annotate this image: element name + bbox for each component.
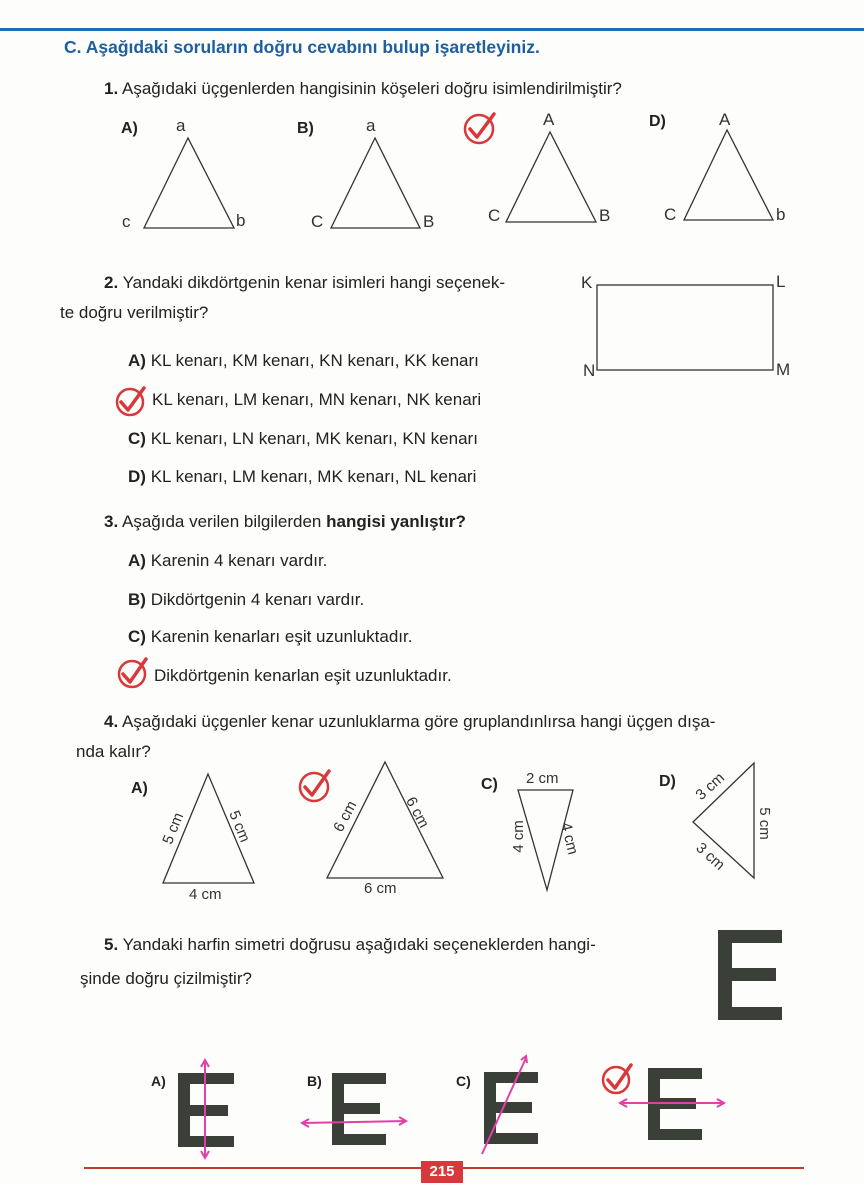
q2-corner-n: N	[583, 361, 596, 380]
q2-option-a-letter: A)	[128, 351, 146, 370]
q1-a-right-vertex: b	[236, 211, 246, 230]
q5-letter-e	[718, 930, 784, 1022]
q4-d-top-side: 3 cm	[692, 769, 729, 804]
q2-option-a-text: KL kenarı, KM kenarı, KN kenarı, KK kenarı	[150, 351, 479, 370]
q1-option-b-label[interactable]: B)	[297, 120, 314, 137]
question-3-text: Aşağıda verilen bilgilerden	[121, 512, 327, 531]
q5-option-d-figure[interactable]	[618, 1066, 728, 1142]
question-1-text: Aşağıdaki üçgenlerden hangisinin köşeleri doğru isimlendirilmiştir?	[121, 79, 622, 98]
q4-option-c-label[interactable]: C)	[481, 776, 498, 793]
q2-option-b-text: KL kenarı, LM kenarı, MN kenarı, NK kenari	[152, 390, 482, 409]
q4-c-left-side: 4 cm	[509, 820, 527, 853]
q1-c-left-vertex: C	[488, 206, 501, 225]
q1-c-top-vertex: A	[543, 110, 555, 129]
question-3-text-bold: hangisi yanlıştır?	[326, 512, 466, 531]
q1-d-top-vertex: A	[719, 110, 731, 129]
q4-b-check-icon[interactable]	[297, 767, 337, 803]
question-2-number: 2.	[104, 273, 119, 292]
q2-option-d-text: KL kenarı, LM kenarı, MK kenarı, NL kenari	[150, 467, 477, 486]
q5-option-b-label[interactable]: B)	[307, 1073, 322, 1089]
q3-option-b-letter: B)	[128, 590, 146, 609]
q1-option-d-label[interactable]: D)	[649, 113, 666, 130]
q4-c-right-side: 4 cm	[557, 820, 582, 857]
question-1-number: 1.	[104, 79, 119, 98]
q1-b-right-vertex: B	[423, 212, 435, 231]
q1-a-left-vertex: c	[122, 212, 131, 231]
section-title: C. Aşağıdaki soruların doğru cevabını bulup işaretleyiniz.	[64, 37, 540, 57]
q2-corner-l: L	[776, 272, 786, 291]
q3-option-c-letter: C)	[128, 627, 146, 646]
q5-option-c-figure[interactable]	[476, 1054, 546, 1158]
q4-a-base: 4 cm	[189, 886, 222, 903]
q4-a-left-side: 5 cm	[159, 810, 188, 847]
q4-option-d-label[interactable]: D)	[659, 773, 676, 790]
q4-d-bottom-side: 3 cm	[692, 839, 729, 874]
question-5-line1	[104, 935, 596, 955]
q5-option-a-figure[interactable]	[176, 1057, 238, 1161]
question-4-text-line2: nda kalır?	[76, 742, 151, 761]
q5-option-c-label[interactable]: C)	[456, 1073, 471, 1089]
q3-option-c-text: Karenin kenarları eşit uzunluktadır.	[150, 627, 413, 646]
q5-option-a-label[interactable]: A)	[151, 1073, 166, 1089]
question-4-number: 4.	[104, 712, 119, 731]
question-4-text-line1: Aşağıdaki üçgenler kenar uzunluklarma göre gruplandınlırsa hangi üçgen dışa-	[121, 712, 716, 731]
q2-option-c-text: KL kenarı, LN kenarı, MK kenarı, KN kenarı	[150, 429, 478, 448]
q1-b-top-vertex: a	[366, 116, 376, 135]
question-5-number: 5.	[104, 935, 119, 954]
q2-option-d-letter: D)	[128, 467, 146, 486]
q1-a-top-vertex: a	[176, 116, 186, 135]
q4-b-left-side: 6 cm	[330, 798, 361, 835]
q1-b-left-vertex: C	[311, 212, 324, 231]
q3-option-a-letter: A)	[128, 551, 146, 570]
q2-option-c-letter: C)	[128, 429, 146, 448]
q4-a-right-side: 5 cm	[225, 808, 254, 845]
page-number: 215	[421, 1161, 463, 1183]
q2-corner-m: M	[776, 360, 791, 379]
q2-corner-k: K	[581, 273, 593, 292]
q1-d-right-vertex: b	[776, 205, 786, 224]
q3-option-d-text: Dikdörtgenin kenarlan eşit uzunluktadır.	[154, 666, 452, 685]
question-2-text-line1: Yandaki dikdörtgenin kenar isimleri hangi seçenek-	[122, 273, 506, 292]
q1-d-left-vertex: C	[664, 205, 677, 224]
q4-b-base: 6 cm	[364, 880, 397, 897]
q4-b-right-side: 6 cm	[402, 794, 433, 831]
question-3-number: 3.	[104, 512, 119, 531]
question-2-text-line2: te doğru verilmiştir?	[60, 303, 209, 322]
question-5-text-line1: Yandaki harfin simetri doğrusu aşağıdaki seçeneklerden hangi-	[122, 935, 596, 954]
question-5-text-line2: şinde doğru çizilmiştir?	[80, 969, 252, 988]
q3-option-b-text: Dikdörtgenin 4 kenarı vardır.	[150, 590, 365, 609]
q4-option-a-label[interactable]: A)	[131, 780, 148, 797]
q4-c-top-side: 2 cm	[526, 770, 559, 787]
q3-option-a-text: Karenin 4 kenarı vardır.	[150, 551, 328, 570]
q4-d-right-side: 5 cm	[755, 807, 773, 840]
q1-c-right-vertex: B	[599, 206, 611, 225]
q1-option-a-label[interactable]: A)	[121, 120, 138, 137]
q5-option-b-figure[interactable]	[300, 1071, 410, 1147]
